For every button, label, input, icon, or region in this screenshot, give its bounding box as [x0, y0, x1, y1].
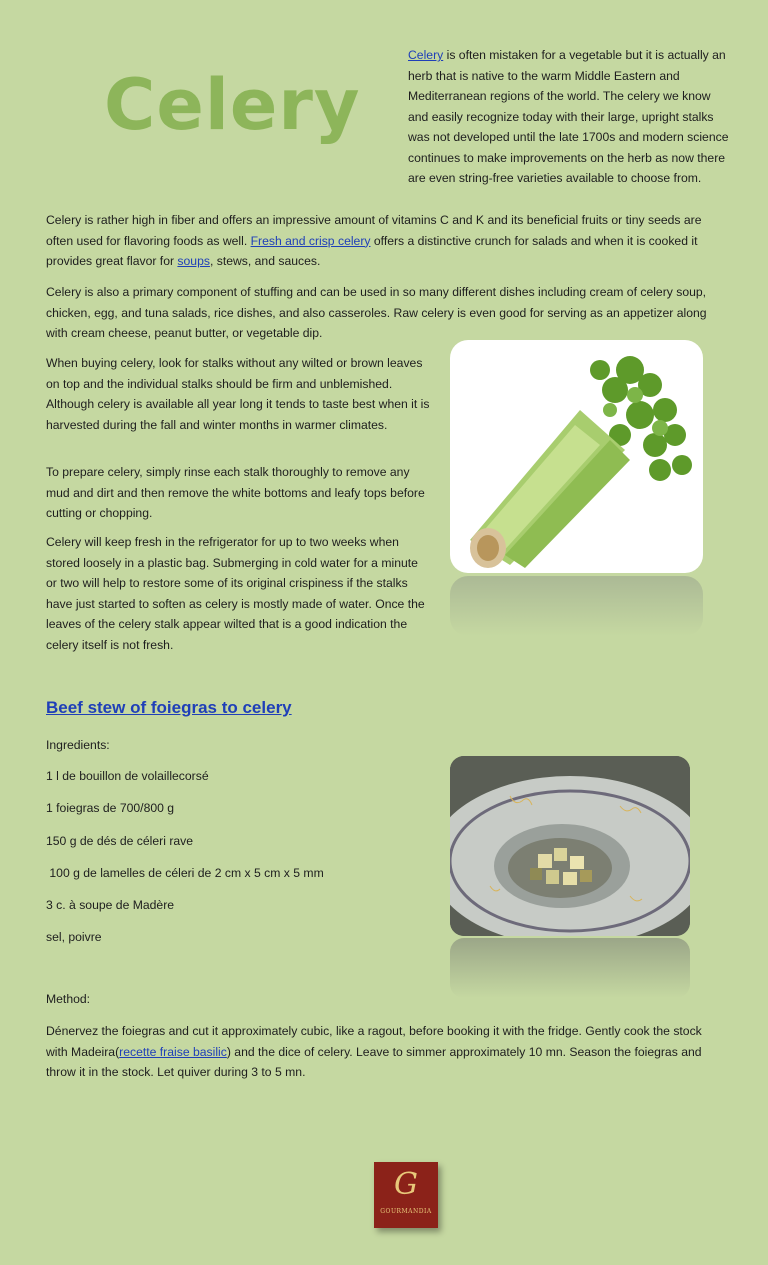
method-text-b: ) and the dice of celery. Leave to simmer approximately 10 mn. Season the foiegras and throw it in the stock. Let quiver during 3 to 5 mn. [46, 1044, 702, 1079]
logo-text: GOURMANDIA [380, 1208, 432, 1215]
paragraph-preparing: To prepare celery, simply rinse each stalk thoroughly to remove any mud and dirt and then remove the white bottoms and leafy tops before cutting or chopping. [46, 465, 425, 520]
method-paragraph [46, 1021, 726, 1083]
ingredient-item: 150 g de dés de céleri rave [46, 834, 194, 848]
recipe-title-link[interactable]: Beef stew of foiegras to celery [46, 698, 292, 717]
paragraph-buying: When buying celery, look for stalks without any wilted or brown leaves on top and the individual stalks should be firm and unblemished. Although celery is available all year long it tends to taste best when it is harvested during the fall and winter months in warmer climates. [46, 356, 430, 432]
dish-photo-reflection [450, 938, 690, 998]
ingredient-item: 3 c. à soupe de Madère [46, 898, 175, 912]
soups-link[interactable]: soups [177, 254, 210, 268]
method-label: Method: [46, 992, 91, 1006]
ingredient-item: 1 foiegras de 700/800 g [46, 801, 175, 815]
p1-text-a: Celery is rather high in fiber and offers an impressive amount of vitamins C and K and its beneficial fruits or tiny seeds are often used for flavoring foods as well. [46, 213, 702, 248]
intro-text: is often mistaken for a vegetable but it is actually an herb that is native to the warm Middle Eastern and Mediterranean regions of the world. The celery we know and easily recognize today with their large, upright stalks was not developed until the late 1700s and modern science continues to make improvements on the herb as now there are even string-free varieties available to choose from. [408, 48, 729, 185]
dish-illustration [450, 756, 690, 936]
dish-photo [450, 756, 690, 936]
recette-fraise-basilic-link[interactable]: recette fraise basilic [119, 1044, 227, 1059]
method-text-a: Dénervez the foiegras and cut it approximately cubic, like a ragout, before booking it with the fridge. Gently cook the stock with Madeira( [46, 1024, 702, 1059]
celery-illustration [450, 340, 703, 573]
p1-text-c: , stews, and sauces. [209, 254, 321, 268]
logo-letter: G [394, 1167, 418, 1202]
page-title: Celery [104, 64, 361, 146]
paragraph-fiber [46, 210, 726, 272]
ingredient-item: sel, poivre [46, 930, 102, 944]
celery-photo-reflection [450, 576, 703, 636]
p1-text-b: offers a distinctive crunch for salads and when it is cooked it provides great flavor for [46, 233, 698, 268]
gourmandia-logo[interactable] [374, 1162, 438, 1228]
paragraph-uses: Celery is also a primary component of stuffing and can be used in so many different dishes including cream of celery soup, chicken, egg, and tuna salads, rice dishes, and also casseroles. Raw celery is even good for serving as an appetizer along with cream cheese, peanut butter, or vegetable dip. [46, 285, 707, 340]
intro-paragraph [408, 45, 730, 189]
ingredient-item: 100 g de lamelles de céleri de 2 cm x 5 cm x 5 mm [46, 866, 324, 880]
paragraph-storage: Celery will keep fresh in the refrigerator for up to two weeks when stored loosely in a plastic bag. Submerging in cold water for a minute or two will help to restore some of its original crispiness if the stalks have just started to soften as celery is mostly made of water. Once the leaves of the celery stalk appear wilted that is a good indication the celery itself is not fresh. [46, 535, 425, 652]
celery-photo [450, 340, 703, 573]
ingredient-item: 1 l de bouillon de volaillecorsé [46, 769, 209, 783]
fresh-celery-link[interactable]: Fresh and crisp celery [250, 233, 371, 248]
celery-link[interactable]: Celery [408, 48, 444, 62]
ingredients-label: Ingredients: [46, 738, 110, 752]
